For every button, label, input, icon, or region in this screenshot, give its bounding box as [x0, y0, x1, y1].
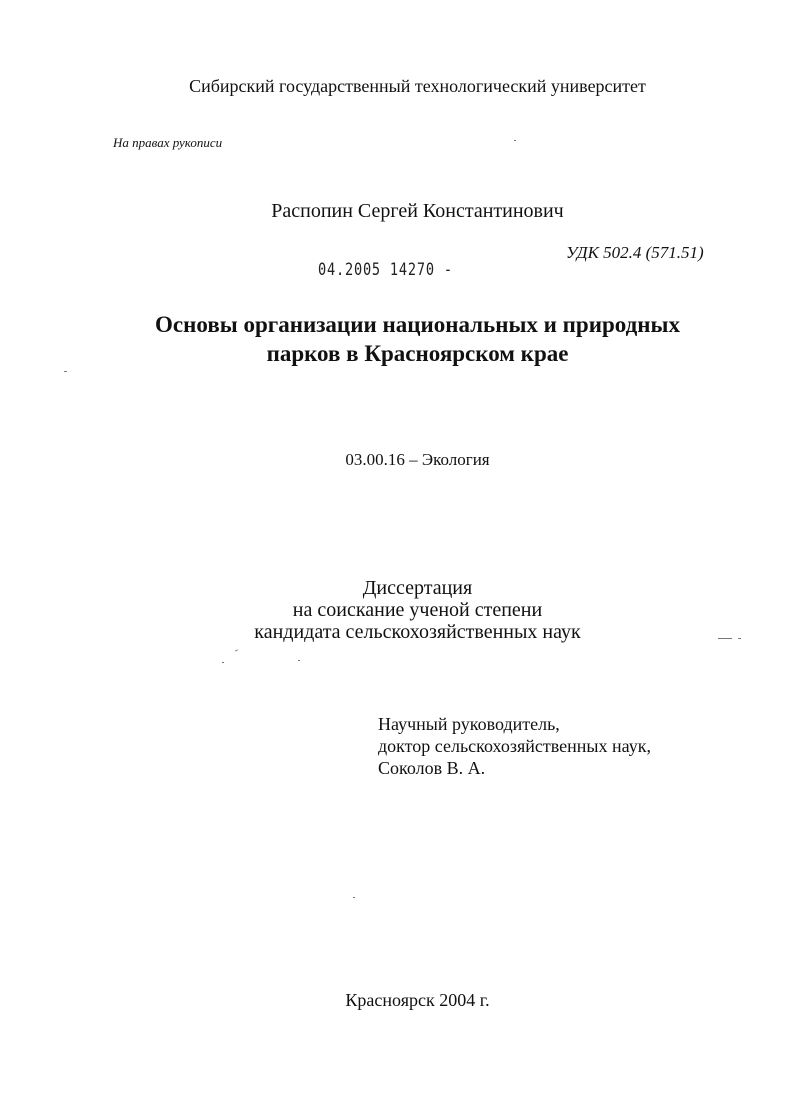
scan-speck — [298, 660, 300, 661]
scan-speck — [222, 662, 224, 663]
specialty-code: 03.00.16 – Экология — [345, 450, 490, 469]
scan-speck — [64, 371, 67, 372]
supervisor-line-2: доктор сельскохозяйственных наук, — [378, 736, 651, 756]
supervisor-line-1: Научный руководитель, — [378, 714, 560, 734]
manuscript-note: На правах рукописи — [113, 135, 223, 150]
thesis-title — [0, 310, 795, 368]
degree-line-3: кандидата сельскохозяйственных наук — [254, 621, 581, 643]
scan-speck — [353, 897, 355, 898]
scan-speck — [514, 140, 516, 141]
scan-speck — [738, 638, 741, 639]
degree-line-1: Диссертация — [362, 577, 473, 599]
registration-stamp: 04.2005 14270 - — [318, 260, 453, 280]
supervisor-block — [378, 713, 651, 779]
author-name: Распопин Сергей Константинович — [271, 200, 564, 222]
scan-speck — [718, 638, 732, 639]
degree-line-2: на соискание ученой степени — [292, 599, 543, 621]
university-name: Сибирский государственный технологический университет — [189, 76, 646, 96]
city-year: Красноярск 2004 г. — [345, 990, 490, 1010]
thesis-title-line-2: парков в Красноярском крае — [266, 341, 569, 366]
supervisor-line-3: Соколов В. А. — [378, 758, 486, 778]
udk-code: УДК 502.4 (571.51) — [566, 243, 704, 262]
degree-statement — [0, 577, 795, 643]
thesis-title-line-1: Основы организации национальных и природных — [155, 312, 680, 337]
scan-speck — [235, 649, 238, 651]
